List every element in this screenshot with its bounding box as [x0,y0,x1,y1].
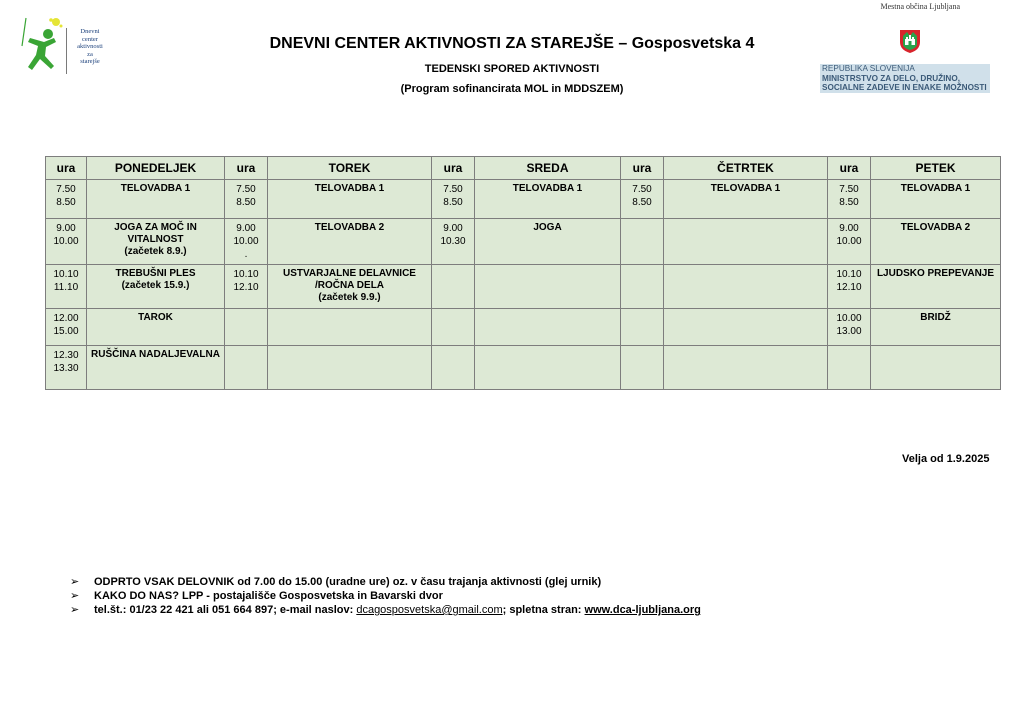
time-cell-monday [46,309,87,346]
activity-cell-tuesday [268,219,432,265]
time-value: 13.30 [53,363,79,374]
activity-cell-thursday [664,309,828,346]
activity-start-note: (začetek 9.9.) [318,292,381,303]
time-value: 12.10 [233,282,259,293]
activity-cell-friday [871,265,1001,309]
activity-cell-thursday [664,265,828,309]
col-header-monday: PONEDELJEK [87,157,225,180]
activity-cell-tuesday [268,265,432,309]
table-row [46,346,1001,390]
col-header-friday: PETEK [871,157,1001,180]
time-cell-monday [46,265,87,309]
list-item-contact [70,603,701,617]
activity-name: LJUDSKO PREPEVANJE [876,268,995,279]
activity-start-note: (začetek 15.9.) [121,280,190,291]
list-item-directions [70,589,701,603]
time-cell-friday [828,219,871,265]
activity-name: TELOVADBA 2 [900,222,971,233]
time-value: 10.30 [440,236,466,247]
time-value: 10.00 [233,236,259,247]
activity-name: JOGA [533,222,562,233]
website-label: ; spletna stran: [502,604,585,616]
activity-cell-wednesday [475,219,621,265]
time-cell-wednesday [432,265,475,309]
activity-name: TELOVADBA 1 [314,183,385,194]
logo-text: Dnevni center aktivnosti za starejše [77,28,103,65]
time-cell-monday [46,180,87,219]
website-link[interactable]: www.dca-ljubljana.org [584,604,701,616]
time-value: 10.10 [53,269,79,280]
activity-cell-thursday [664,180,828,219]
bullet-arrow-icon: ➢ [70,576,80,588]
activity-name: TELOVADBA 2 [314,222,385,233]
time-value: 10.10 [233,269,259,280]
time-value: 8.50 [236,197,256,208]
directions-text: KAKO DO NAS? LPP - postajališče Gosposvetska in Bavarski dvor [94,590,443,602]
activity-name: BRIDŽ [920,312,951,323]
time-value: 10.00 [836,313,862,324]
time-value: 9.00 [443,223,463,234]
time-value: 9.00 [839,223,859,234]
municipality-label: Mestna občina Ljubljana [880,2,960,11]
activity-cell-monday [87,180,225,219]
bullet-arrow-icon: ➢ [70,590,80,602]
time-value: 10.10 [836,269,862,280]
activity-name: TREBUŠNI PLES [115,268,196,279]
time-value: 7.50 [839,184,859,195]
activity-cell-wednesday [475,309,621,346]
time-cell-thursday [621,219,664,265]
time-value: 10.00 [53,236,79,247]
table-row [46,265,1001,309]
activity-cell-tuesday [268,180,432,219]
time-cell-friday [828,180,871,219]
time-cell-thursday [621,180,664,219]
ministry-banner [820,64,990,93]
activity-start-note: (začetek 8.9.) [124,246,187,257]
activity-cell-friday [871,346,1001,390]
slovenia-crest-icon [897,28,923,54]
page-subtitle: TEDENSKI SPORED AKTIVNOSTI [424,63,600,75]
time-value: 8.50 [632,197,652,208]
time-cell-tuesday [225,346,268,390]
time-cell-wednesday [432,180,475,219]
time-cell-monday [46,219,87,265]
time-value: 7.50 [443,184,463,195]
time-value: . [244,249,248,260]
time-value: 9.00 [236,223,256,234]
time-cell-thursday [621,265,664,309]
opening-hours-text: ODPRTO VSAK DELOVNIK od 7.00 do 15.00 (uradne ure) oz. v času trajanja aktivnosti (glej urnik) [94,576,602,588]
activity-cell-thursday [664,346,828,390]
time-value: 13.00 [836,326,862,337]
time-cell-wednesday [432,219,475,265]
ministry-line-1: REPUBLIKA SLOVENIJA [822,64,915,73]
time-cell-friday [828,346,871,390]
time-cell-monday [46,346,87,390]
bullet-arrow-icon: ➢ [70,604,80,616]
time-value: 10.00 [836,236,862,247]
time-value: 7.50 [632,184,652,195]
header-row [46,157,1001,180]
activity-cell-monday [87,346,225,390]
table-row [46,180,1001,219]
col-header-time: ura [225,157,268,180]
activity-cell-wednesday [475,265,621,309]
activity-name: TELOVADBA 1 [512,183,583,194]
time-value: 8.50 [56,197,76,208]
email-link[interactable]: dcagosposvetska@gmail.com [356,604,503,616]
col-header-time: ura [432,157,475,180]
time-value: 7.50 [236,184,256,195]
activity-cell-friday [871,219,1001,265]
time-value: 9.00 [56,223,76,234]
time-cell-tuesday [225,180,268,219]
activity-cell-monday [87,265,225,309]
activity-name: TELOVADBA 1 [710,183,781,194]
table-row [46,309,1001,346]
time-cell-tuesday [225,265,268,309]
time-cell-friday [828,309,871,346]
activity-cell-tuesday [268,309,432,346]
activity-cell-tuesday [268,346,432,390]
activity-name: RUŠČINA NADALJEVALNA [91,349,220,360]
activity-name: TELOVADBA 1 [900,183,971,194]
time-value: 12.00 [53,313,79,324]
col-header-time: ura [46,157,87,180]
activity-name: TAROK [138,312,173,323]
page-title: DNEVNI CENTER AKTIVNOSTI ZA STAREJŠE – Gosposvetska 4 [269,35,755,52]
time-value: 12.30 [53,350,79,361]
time-cell-tuesday [225,219,268,265]
time-cell-wednesday [432,309,475,346]
activity-cell-friday [871,180,1001,219]
time-value: 7.50 [56,184,76,195]
activity-cell-wednesday [475,180,621,219]
activity-name: USTVARJALNE DELAVNICE /ROČNA DELA [283,268,416,291]
table-row [46,219,1001,265]
activity-cell-monday [87,219,225,265]
activity-name: TELOVADBA 1 [120,183,191,194]
time-value: 8.50 [839,197,859,208]
activity-name: JOGA ZA MOČ IN VITALNOST [114,222,197,245]
info-list [70,575,701,617]
ministry-line-2: MINISTRSTVO ZA DELO, DRUŽINO, [822,73,960,83]
time-cell-friday [828,265,871,309]
time-cell-thursday [621,346,664,390]
valid-from: Velja od 1.9.2025 [902,453,990,465]
time-cell-thursday [621,309,664,346]
col-header-time: ura [828,157,871,180]
time-value: 8.50 [443,197,463,208]
activity-cell-wednesday [475,346,621,390]
list-item-opening-hours [70,575,701,589]
col-header-wednesday: SREDA [475,157,621,180]
col-header-tuesday: TOREK [268,157,432,180]
time-value: 12.10 [836,282,862,293]
time-cell-tuesday [225,309,268,346]
col-header-time: ura [621,157,664,180]
time-value: 15.00 [53,326,79,337]
col-header-thursday: ČETRTEK [664,157,828,180]
activity-cell-thursday [664,219,828,265]
funding-note: (Program sofinancirata MOL in MDDSZEM) [400,83,624,95]
schedule-table [45,156,1001,390]
time-cell-wednesday [432,346,475,390]
ministry-line-3: SOCIALNE ZADEVE IN ENAKE MOŽNOSTI [822,83,987,92]
contact-phone-text: tel.št.: 01/23 22 421 ali 051 664 897; e-mail naslov: [94,604,357,616]
activity-cell-friday [871,309,1001,346]
activity-cell-monday [87,309,225,346]
time-value: 11.10 [53,282,79,293]
